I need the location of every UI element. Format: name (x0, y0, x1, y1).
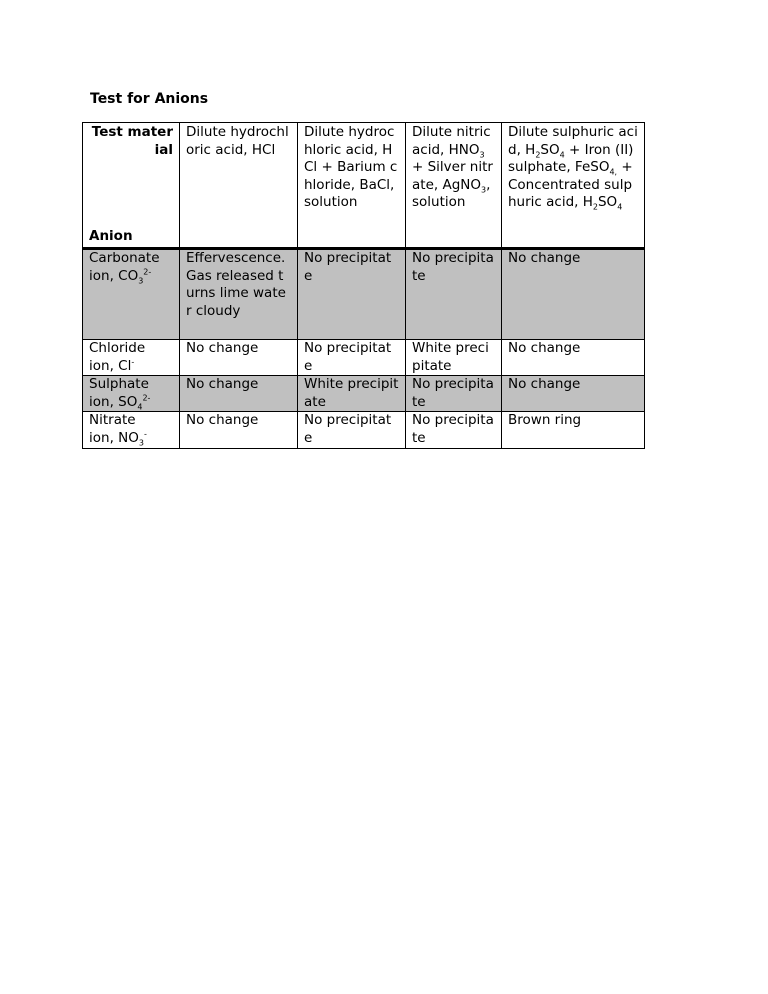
result-agno3: No precipitate (406, 249, 502, 340)
table-row-nitrate (83, 412, 645, 448)
header-nitric-silver-nitrate (406, 123, 502, 249)
result-feso4: No change (502, 376, 645, 412)
result-feso4: Brown ring (502, 412, 645, 448)
anion-name: Nitrate (89, 412, 136, 429)
header-col5-part-c: + Iron (II) sulphate, FeSO (508, 141, 634, 176)
header-dilute-hcl-text: Dilute hydrochloric acid, HCl (186, 124, 289, 158)
result-feso4: No change (502, 340, 645, 376)
result-bacl: White precipitate (298, 376, 406, 412)
document-title: Test for Anions (90, 91, 209, 107)
anion-charge: 2- (143, 267, 152, 277)
result-hcl: Effervescence. Gas released turns lime water cloudy (180, 249, 298, 340)
header-col4-part-a: Dilute nitric acid, HNO (412, 124, 491, 158)
anion-formula: ion, $CO_3^{2-}$ (89, 267, 152, 286)
header-col5-sub-a: 2 (535, 150, 541, 160)
anion-subscript: 3 (138, 276, 144, 286)
result-feso4: No change (502, 249, 645, 340)
table-row-sulphate (83, 376, 645, 412)
table-row-carbonate (83, 249, 645, 340)
anion-subscript: 3 (138, 438, 144, 448)
header-col5-sub-e: 4 (617, 203, 623, 213)
result-hcl: No change (180, 412, 298, 448)
header-col4-part-c: , solution (412, 176, 491, 211)
header-col5-sub-d: 2 (592, 203, 598, 213)
anion-subscript: 4 (137, 402, 143, 412)
header-test-material: Test material (91, 124, 173, 158)
table-row-chloride (83, 340, 645, 376)
header-dilute-hcl (180, 123, 298, 249)
header-hcl-barium-chloride-text: Dilute hydrochloric acid, HCl + Barium chloride, BaCl, solution (304, 124, 398, 211)
anion-charge: - (143, 429, 147, 439)
anion-cell (83, 340, 180, 376)
header-col4-part-b: + Silver nitrate, AgNO (412, 159, 493, 193)
result-hcl: No change (180, 340, 298, 376)
header-col4-sub-a: 3 (479, 150, 485, 160)
header-hcl-barium-chloride (298, 123, 406, 249)
anion-name: Carbonate (89, 250, 160, 266)
result-hcl: No change (180, 376, 298, 412)
anion-name: Sulphate (89, 376, 149, 393)
anion-test-table (82, 122, 645, 449)
header-col4-sub-b: 3 (480, 185, 487, 195)
result-agno3: White precipitate (406, 340, 502, 376)
result-agno3: No precipitate (406, 412, 502, 448)
anion-charge: 2- (142, 393, 151, 403)
anion-charge: - (131, 357, 135, 367)
result-bacl: No precipitate (298, 412, 406, 448)
anion-cell (83, 412, 180, 448)
anion-formula: ion, Cl- (89, 357, 135, 374)
header-sulphuric-iron-sulphate (502, 123, 645, 249)
anion-cell (83, 249, 180, 340)
header-col5-part-b: SO (540, 141, 560, 158)
header-col5-sub-b: 4 (559, 150, 565, 160)
header-col5-sub-c: 4, (609, 167, 618, 177)
anion-name: Chloride (89, 340, 146, 356)
result-bacl: No precipitate (298, 340, 406, 376)
anion-formula: ion, $NO_3^-$ (89, 429, 147, 448)
table-header-row (83, 123, 645, 249)
anion-formula: ion, $SO_4^{2-}$ (89, 393, 151, 412)
header-anion: Anion (89, 228, 133, 245)
header-col5-part-e: SO (597, 194, 618, 211)
header-col5-part-d: + Concentrated sulphuric acid, H (508, 159, 633, 211)
result-bacl: No precipitate (298, 249, 406, 340)
header-corner-cell (83, 123, 180, 249)
header-col5-part-a: Dilute sulphuric acid, H (508, 124, 638, 158)
anion-cell (83, 376, 180, 412)
result-agno3: No precipitate (406, 376, 502, 412)
